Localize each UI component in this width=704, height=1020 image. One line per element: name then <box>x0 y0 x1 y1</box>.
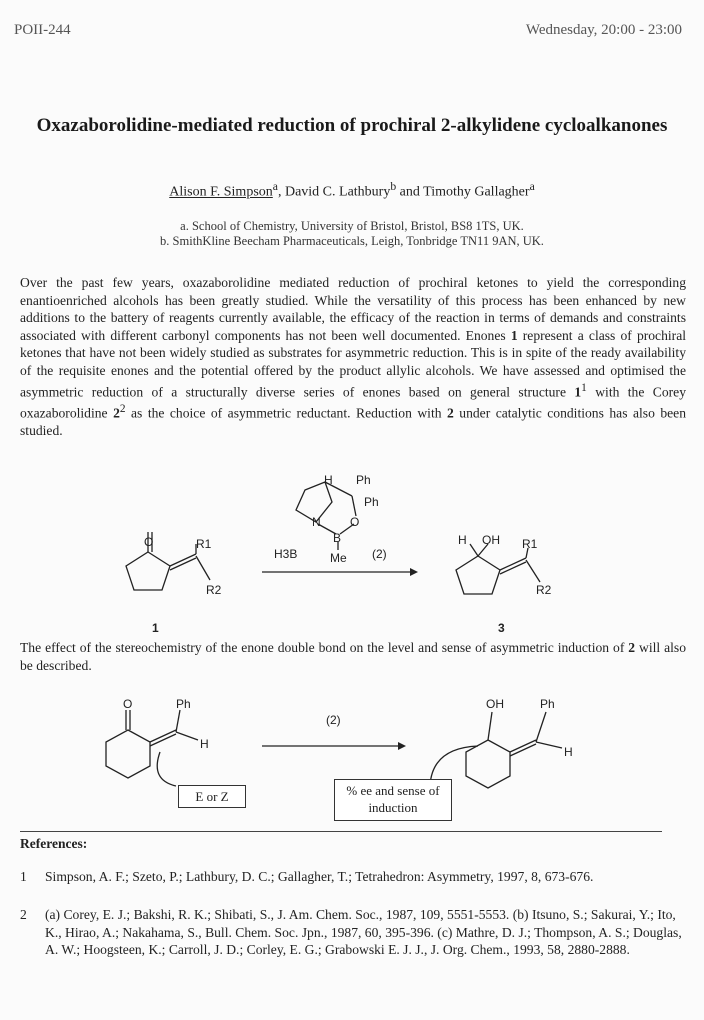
svg-text:(2): (2) <box>326 713 341 727</box>
svg-text:H: H <box>324 473 333 487</box>
compound-label-3: 3 <box>498 621 505 635</box>
authors <box>0 180 704 201</box>
affiliation-a: a. School of Chemistry, University of Bristol, Bristol, BS8 1TS, UK. <box>180 219 524 233</box>
reference-item: 2 (a) Corey, E. J.; Bakshi, R. K.; Shibati, S., J. Am. Chem. Soc., 1987, 109, 5551-5553. (b) Itsuno, S.; Sakurai, Y.; Ito, K., Hirao, A.; Nakahama, S., Bull. Chem. Soc. Jpn., 1987, 60, 395-396. (c) Mathre, D. J.; Thompson, A. S.; Douglas, A. W.; Hoogsteen, K.; Carroll, J. D.; Corley, E. G.; Grabowski E. J. J., J. Org. Chem., 1993, 58, 2880-2888. <box>20 907 682 958</box>
svg-text:Ph: Ph <box>176 697 191 711</box>
ee-sense-box: % ee and sense of induction <box>334 779 452 821</box>
svg-text:Ph: Ph <box>356 473 371 487</box>
svg-text:B: B <box>333 531 342 545</box>
allylic-alcohol-product-3 <box>456 544 540 594</box>
references-heading: References: <box>20 836 88 851</box>
reaction-scheme-1 <box>0 460 704 640</box>
svg-text:N: N <box>312 515 321 529</box>
compound-label-1: 1 <box>152 621 159 635</box>
svg-text:H: H <box>564 745 573 759</box>
affiliation-b: b. SmithKline Beecham Pharmaceuticals, Leigh, Tonbridge TN11 9AN, UK. <box>160 234 544 248</box>
author: , David C. Lathbury <box>277 184 391 200</box>
svg-text:R2: R2 <box>536 583 552 597</box>
svg-text:O: O <box>144 535 154 549</box>
e-or-z-box: E or Z <box>178 785 246 808</box>
poster-code: POII-244 <box>14 22 71 38</box>
svg-text:H3B: H3B <box>274 547 298 561</box>
reference-item: 1 Simpson, A. F.; Szeto, P.; Lathbury, D. C.; Gallagher, T.; Tetrahedron: Asymmetry, 1997, 8, 673-676. <box>20 869 594 884</box>
svg-text:R1: R1 <box>522 537 538 551</box>
svg-text:O: O <box>123 697 133 711</box>
svg-text:H: H <box>458 533 467 547</box>
affil-mark: a <box>529 180 535 193</box>
references-divider <box>20 831 662 832</box>
svg-text:OH: OH <box>486 697 504 711</box>
abstract-paragraph: Over the past few years, oxazaborolidine mediated reduction of prochiral ketones to yield the corresponding enantioenriched alcohols has been greatly studied. While the versatility of this process has been enhanced by new additions to the battery of reagents currently available, the efficacy of the reaction in terms of demands and constraints associated with different carbonyl components has not been well documented. Enones 1 represent a class of prochiral ketones that have not been widely studied as substrates for asymmetric reduction. This is in spite of the ready availability of the requisite enones and the potential offered by the product allylic alcohols. We have assessed and optimised the asymmetric reduction of a structurally diverse series of enones based on general structure $1^1$ with the Corey oxazaborolidine $2^2$ as the choice of asymmetric reductant. Reduction with 2 under catalytic conditions has also been studied. <box>20 275 687 438</box>
svg-text:Ph: Ph <box>364 495 379 509</box>
svg-text:R1: R1 <box>196 537 212 551</box>
affil-mark: a <box>272 180 278 193</box>
svg-text:R2: R2 <box>206 583 222 597</box>
session-time: Wednesday, 20:00 - 23:00 <box>525 22 682 38</box>
benzylidene-cyclohexanone <box>106 710 198 786</box>
arrow-head <box>398 742 406 750</box>
allylic-alcohol-product <box>430 712 562 788</box>
paper-title: Oxazaborolidine-mediated reduction of prochiral 2-alkylidene cycloalkanones <box>36 115 668 136</box>
svg-text:Ph: Ph <box>540 697 555 711</box>
svg-text:OH: OH <box>482 533 500 547</box>
oxazaborolidine-catalyst <box>296 482 356 550</box>
author-presenting: Alison F. Simpson <box>169 184 273 200</box>
svg-text:Me: Me <box>330 551 347 565</box>
svg-text:O: O <box>350 515 360 529</box>
affil-mark: b <box>390 180 397 193</box>
svg-text:H: H <box>200 737 209 751</box>
svg-text:(2): (2) <box>372 547 387 561</box>
author: and Timothy Gallagher <box>396 184 530 200</box>
arrow-head <box>410 568 418 576</box>
stereochemistry-paragraph: The effect of the stereochemistry of the enone double bond on the level and sense of asymmetric induction of 2 will also be described. <box>20 640 686 673</box>
